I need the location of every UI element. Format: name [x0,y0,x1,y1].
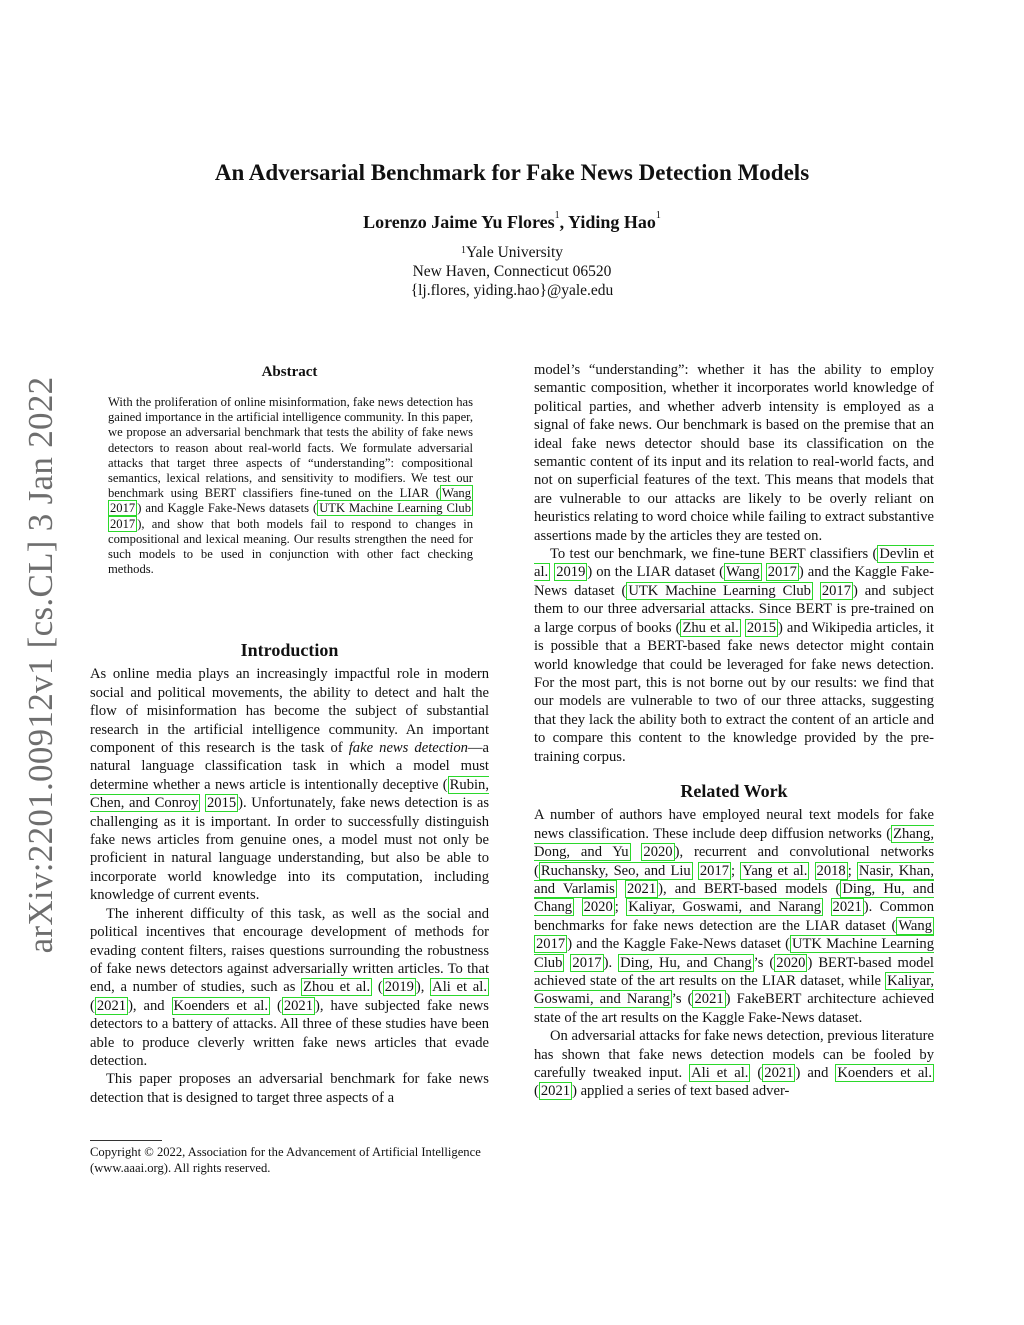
affiliation-block: $^1$Yale University New Haven, Connecticut 06520 {lj.flores, yiding.hao}@yale.edu [0,243,1024,300]
citation-link[interactable]: 2018 [816,862,846,879]
paragraph: The inherent difficulty of this task, as well as the social and political incentives that encourage development of methods for evading content filters, raises questions surrounding the robustness of fake news detectors against adversarially written articles. To that end, a number of studies, such as Zhou et al. ( 2019 ), Ali et al. ( 2021 ), and Koenders et al. ( 2021 ), have subjected fake news detectors to a battery of attacks. All three of these studies have been able to produce cleverly written fake news articles that evade detection. [90,905,489,1069]
citation-link[interactable]: UTK Machine Learning Club [628,582,811,599]
paragraph: model’s “understanding”: whether it has the ability to employ semantic composition, whether it incorporates world knowledge of political parties, and whether adverb intensity is employed as a signal of fake news. Our benchmark is based on the premise that an ideal fake news detector should base its classification on the semantic content of its input and its relation to real-world facts, and not on superficial features of the text. This means that models that are vulnerable to our attacks are likely to be overly reliant on heuristics relating to word choice while failing to extract substantive assertions made by the articles they are tested on. [534,362,934,544]
citation-link[interactable]: Ding, Hu, and Chang [534,880,934,916]
left-column [90,641,489,1107]
abstract-heading: Abstract [261,364,318,380]
arxiv-identifier: arXiv:2201.00912v1 [cs.CL] 3 Jan 2022 [21,376,60,954]
citation-link[interactable]: Wang [726,564,760,581]
citation-link[interactable]: 2021 [283,997,313,1014]
footnote-rule [90,1140,162,1141]
citation-link[interactable]: 2021 [96,997,127,1014]
affiliation-marker: 1 [655,210,661,221]
citation-link[interactable]: Yang et al. [742,862,808,879]
emails: {lj.flores, yiding.hao}@yale.edu [410,282,614,299]
citation-link[interactable]: Zhu et al. [682,619,739,636]
citation-link[interactable]: Koenders et al. [837,1065,932,1082]
citation-link[interactable]: Rubin, Chen, and Conroy [90,776,489,812]
section-heading-introduction: Introduction [240,640,339,660]
citation-link[interactable]: 2017 [110,501,136,516]
citation-link[interactable]: Zhang, Dong, and Yu [534,825,934,861]
section-heading-related-work: Related Work [680,780,788,801]
citation-link[interactable]: Wang [441,486,471,501]
citation-link[interactable]: 2017 [110,516,136,531]
citation-link[interactable]: 2020 [776,954,806,971]
paragraph: To test our benchmark, we fine-tune BERT classifiers ( Devlin et al. 2019 ) on the LIAR dataset ( Wang 2017 ) and the Kaggle Fake-News dataset ( UTK Machine Learning Club 2017 ) and subject them to our three adversarial attacks. Since BERT is pre-trained on a large corpus of books ( Zhu et al. 2015 ) and Wikipedia articles, it is possible that a BERT-based fake news detector might contain world knowledge that could be leveraged for fake news detection. For the most part, this is not borne out by our results: we find that our models are vulnerable to two of our three attacks, suggesting that they lack the ability both to extract the content of an article and to compare this content to the knowledge provided by the pre-training corpus. [534,546,934,765]
citation-link[interactable]: UTK Machine Learning Club [534,936,934,971]
citation-link[interactable]: Ali et al. [432,979,487,996]
paragraph: As online media plays an increasingly impactful role in modern social and political movements, the ability to detect and halt the flow of misinformation has become the subject of substantial research in the artificial intelligence community. An important component of this research is the task of fake news detection—a natural language classification task in which a model must determine whether a news article is intentionally deceptive ( Rubin, Chen, and Conroy 2015 ). Unfortunately, fake news detection is as challenging as it is important. In order to successfully distinguish fake news articles from genuine ones, a model must not only be proficient in natural language understanding, but also be able to incorporate world knowledge into its computation, including knowledge of current events. [90,666,489,904]
citation-link[interactable]: 2020 [583,899,613,916]
citation-link[interactable]: 2021 [832,899,862,916]
citation-link[interactable]: 2021 [694,991,724,1008]
citation-link[interactable]: Kaliyar, Goswami, and Narang [534,973,934,1008]
address: New Haven, Connecticut 06520 [412,263,612,280]
paragraph: A number of authors have employed neural text models for fake news classification. These include deep diffusion networks ( Zhang, Dong, and Yu 2020 ), recurrent and convolutional networks ( Ruchansky, Seo, and Liu 2017 ; Yang et al. 2018 ; Nasir, Khan, and Varlamis 2021 ), and BERT-based models ( Ding, Hu, and Chang 2020 ; Kaliyar, Goswami, and Narang 2021 ). Common benchmarks for fake news detection are the LIAR dataset ( Wang 2017 ) and the Kaggle Fake-News dataset ( UTK Machine Learning Club 2017 ). Ding, Hu, and Chang ’s ( 2020 ) BERT-based model achieved state of the art results on the LIAR dataset, while Kaliyar, Goswami, and Narang ’s ( 2021 ) FakeBERT architecture achieved state of the art results on the Kaggle Fake-News dataset. [534,807,935,1026]
author-line: Lorenzo Jaime Yu Flores$^1$, Yiding Hao$^1$ [363,210,661,232]
citation-link[interactable]: 2021 [764,1065,794,1082]
citation-link[interactable]: 2021 [540,1083,571,1100]
citation-link[interactable]: 2017 [572,954,602,971]
citation-link[interactable]: 2021 [626,880,657,897]
citation-link[interactable]: Koenders et al. [173,997,269,1014]
citation-link[interactable]: 2017 [767,564,797,581]
citation-link[interactable]: Ding, Hu, and Chang [620,954,752,971]
author-name: Lorenzo Jaime Yu Flores [363,212,555,232]
citation-link[interactable]: 2017 [699,862,730,879]
institution: Yale University [465,244,564,261]
affiliation-marker: 1 [554,210,560,221]
citation-link[interactable]: UTK Machine Learning Club [319,501,471,516]
citation-link[interactable]: 2015 [206,795,237,812]
citation-link[interactable]: 2020 [643,844,673,861]
citation-link[interactable]: Zhou et al. [303,979,371,996]
citation-link[interactable]: Devlin et al. [534,546,934,581]
citation-link[interactable]: 2017 [821,582,852,599]
citation-link[interactable]: 2017 [536,936,566,953]
right-column [534,361,934,1101]
citation-link[interactable]: Kaliyar, Goswami, and Narang [628,899,822,916]
citation-link[interactable]: 2019 [556,564,586,581]
citation-link[interactable]: Nasir, Khan, and Varlamis [534,862,934,897]
paragraph: This paper proposes an adversarial benchmark for fake news detection that is designed to target three aspects of a [90,1071,489,1106]
arxiv-sidebar [16,370,66,960]
abstract-body: With the proliferation of online misinformation, fake news detection has gained importance in the artificial intelligence community. In this paper, we propose an adversarial benchmark that tests the ability of fake news detectors to reason about real-world facts. We formulate adversarial attacks that target three aspects of “understanding”: compositional semantics, lexical relations, and sensitivity to modifiers. We test our benchmark using BERT classifiers fine-tuned on the LIAR ( Wang 2017 ) and Kaggle Fake-News datasets ( UTK Machine Learning Club 2017 ), and show that both models fail to respond to changes in compositional and lexical meaning. Our results strengthen the need for such models to be used in conjunction with other fact checking methods. [108,395,473,577]
citation-link[interactable]: Ruchansky, Seo, and Liu [540,862,691,879]
paragraph: On adversarial attacks for fake news detection, previous literature has shown that fake news detection models can be fooled by carefully tweaked input. Ali et al. ( 2021 ) and Koenders et al. ( 2021 ) applied a series of text based adver- [534,1028,934,1100]
citation-link[interactable]: Wang [898,917,932,934]
citation-link[interactable]: Ali et al. [691,1065,749,1082]
author-name: Yiding Hao [567,212,656,232]
citation-link[interactable]: 2019 [384,979,414,996]
paper-title: An Adversarial Benchmark for Fake News Detection Models [214,160,810,185]
copyright-footnote: Copyright © 2022, Association for the Advancement of Artificial Intelligence (www.aaai.org). All rights reserved. [90,1145,481,1175]
citation-link[interactable]: 2015 [746,619,777,636]
